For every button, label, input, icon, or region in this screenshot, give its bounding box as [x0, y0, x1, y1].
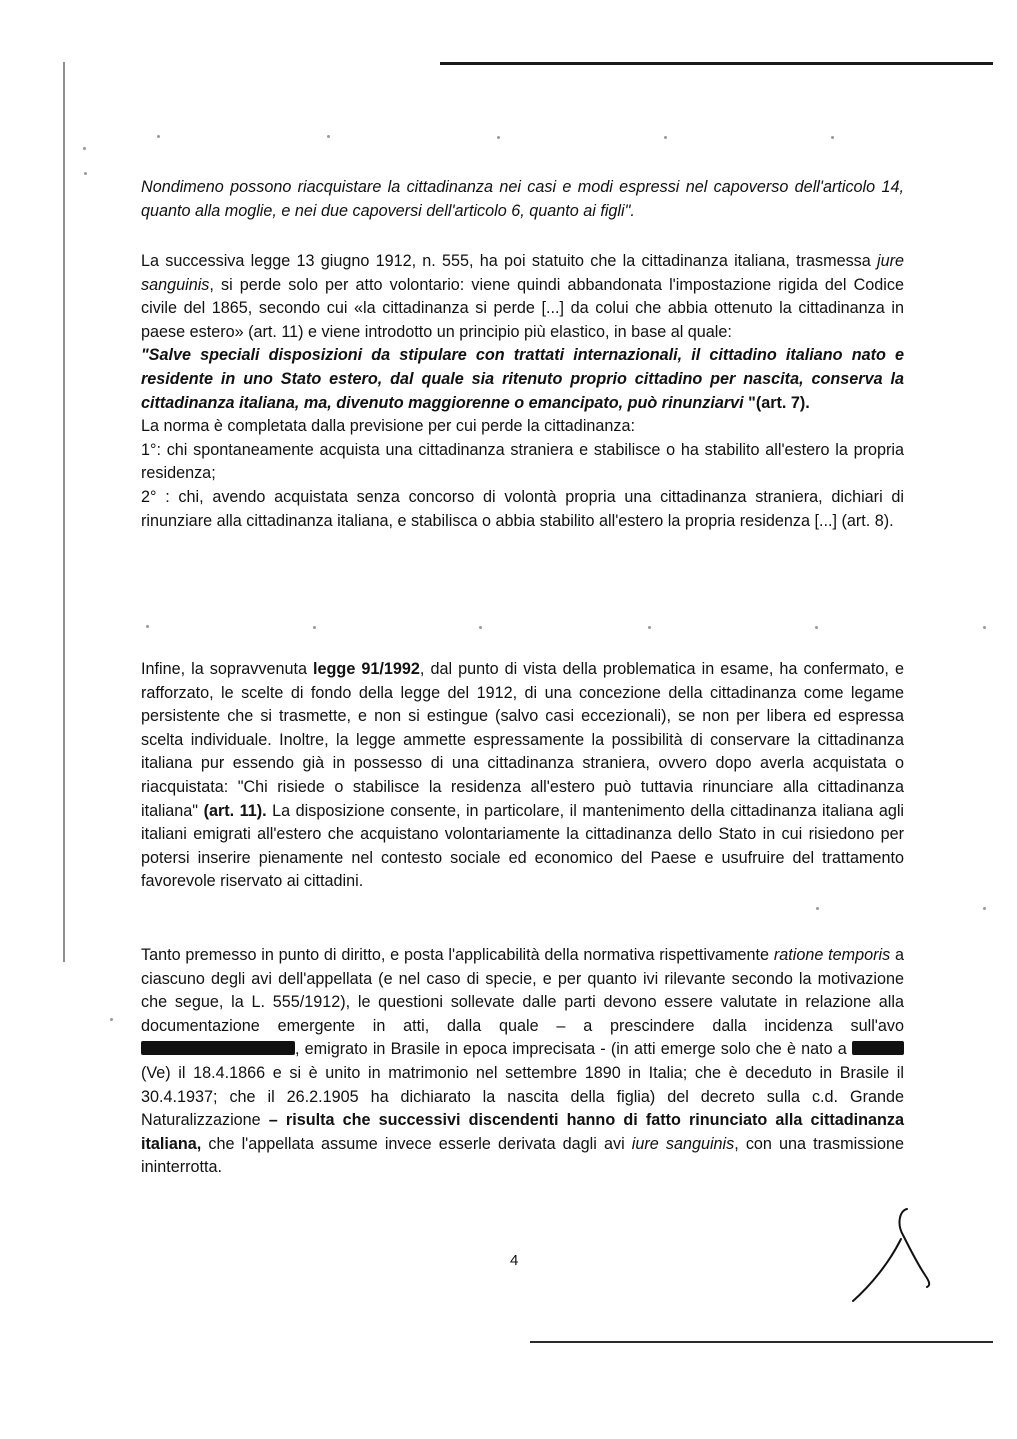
paragraph-8-part-a: Tanto premesso in punto di diritto, e posta l'applicabilità della normativa rispettivamente — [141, 946, 774, 964]
paragraph-7-art-11: (art. 11). — [203, 801, 267, 820]
scan-speck — [157, 135, 160, 138]
paragraph-2-part-c: , si perde solo per atto volontario: viene quindi abbandonata l'impostazione rigida del Codice civile del 1865, secondo cui «la cittadinanza si perde [...] da colui che abbia ottenuto la cittadinanza in paese estero» (art. 11) e viene introdotto un principio più elastico, in base al quale: — [141, 275, 904, 341]
scan-margin-line — [63, 62, 65, 962]
paragraph-7-part-c: , dal punto di vista della problematica in esame, ha confermato, e rafforzato, le scelte di fondo della legge del 1912, di una concezione della cittadinanza come legame persistente che si trasmette, e non si estingue (salvo casi eccezionali), se non per libera ed espressa scelta individuale. Inoltre, la legge ammette espressamente la possibilità di conservare la cittadinanza italiana pur essendo già in possesso di una cittadinanza straniera, ovvero dopo averla acquistata o riacquistata: "Chi risiede o stabilisce la residenza all'estero può tuttavia rinunciare alla cittadinanza italiana" — [141, 660, 904, 820]
paragraph-4-text: La norma è completata dalla previsione per cui perde la cittadinanza: — [141, 417, 636, 436]
paragraph-5-text: 1°: chi spontaneamente acquista una cittadinanza straniera e stabilisce o ha stabilito all'estero la propria residenza; — [141, 440, 904, 483]
paragraph-8-iure-sanguinis: iure sanguinis — [631, 1134, 735, 1153]
paragraph-2-part-a: La successiva legge 13 giugno 1912, n. 555, ha poi statuito che la cittadinanza italiana, trasmessa — [141, 252, 877, 270]
paragraph-8-ratione-temporis: ratione temporis — [773, 946, 891, 964]
top-rule — [440, 62, 993, 65]
paragraph-8-finding: – risulta che successivi discendenti hanno di fatto rinunciato alla cittadinanza italiana, — [141, 1111, 904, 1153]
quote-art-7: "Salve speciali disposizioni da stipulare con trattati internazionali, il cittadino italiano nato e residente in uno Stato estero, dal quale sia ritenuto proprio cittadino per nascita, conserva la cittadinanza italiana, ma, divenuto maggiorenne o emancipato, può rinunziarvi — [141, 346, 904, 412]
scan-speck — [983, 907, 986, 910]
scan-speck — [327, 135, 330, 138]
scan-speck — [84, 172, 87, 175]
redaction-place — [852, 1041, 904, 1055]
scan-speck — [983, 626, 986, 629]
scan-speck — [83, 147, 86, 150]
paragraph-8-part-i: , con una trasmissione ininterrotta. — [141, 1134, 904, 1177]
paragraph-1-text: Nondimeno possono riacquistare la cittadinanza nei casi e modi espressi nel capoverso dell'articolo 14, quanto alla moglie, e nei due capoversi dell'articolo 6, quanto ai figli". — [141, 178, 904, 220]
paragraph-8-part-c: a ciascuno degli avi dell'appellata (e nel caso di specie, e per quanto ivi rilevante secondo la motivazione che segue, la L. 555/1912), le questioni sollevate dalle parti devono essere valutate in relazione alla documentazione emergente in atti, dalla quale – a prescindere dalla incidenza sull'avo — [141, 946, 904, 1035]
paragraph-2 — [141, 250, 904, 533]
bottom-rule — [530, 1341, 993, 1343]
paragraph-6-text: 2° : chi, avendo acquistata senza concorso di volontà propria una cittadinanza straniera, dichiari di rinunziare alla cittadinanza italiana, e stabilisca o abbia stabilito all'estero la propria residenza [...] (art. 8). — [141, 487, 904, 530]
scan-speck — [648, 626, 651, 629]
paragraph-7-part-a: Infine, la sopravvenuta — [141, 660, 314, 678]
paragraph-8-part-g: che l'appellata assume invece esserle derivata dagli avi — [201, 1134, 632, 1153]
scan-speck — [816, 907, 819, 910]
paragraph-1 — [141, 176, 904, 223]
page-number: 4 — [510, 1252, 519, 1269]
paragraph-7 — [141, 658, 904, 894]
redaction-name — [141, 1041, 295, 1055]
scan-speck — [831, 136, 834, 139]
paragraph-8 — [141, 944, 904, 1180]
paragraph-2-jure-sanguinis: jure sanguinis — [141, 252, 904, 294]
scan-speck — [664, 136, 667, 139]
scan-speck — [313, 626, 316, 629]
scan-speck — [110, 1018, 113, 1021]
paragraph-8-part-e: (Ve) il 18.4.1866 e si è unito in matrimonio nel settembre 1890 in Italia; che è deceduto in Brasile il 30.4.1937; che il 26.2.1905 ha dichiarato la nascita della figlia) del decreto sulla c.d. Grande Naturalizzazione — [141, 1063, 904, 1130]
quote-art-7-ref: "(art. 7). — [743, 393, 810, 412]
signature-mark — [845, 1205, 935, 1305]
paragraph-7-legge: legge 91/1992 — [313, 660, 420, 678]
scan-speck — [815, 626, 818, 629]
scan-speck — [497, 136, 500, 139]
scan-speck — [146, 625, 149, 628]
scan-speck — [479, 626, 482, 629]
paragraph-7-part-e: La disposizione consente, in particolare, il mantenimento della cittadinanza italiana agli italiani emigrati all'estero che acquistano volontariamente la cittadinanza dello Stato in cui risiedono per potersi inserire pienamente nel contesto sociale ed economico del Paese e usufruire del trattamento favorevole riservato ai cittadini. — [141, 801, 905, 891]
paragraph-8-part-d: , emigrato in Brasile in epoca imprecisata - (in atti emerge solo che è nato a — [295, 1040, 852, 1059]
